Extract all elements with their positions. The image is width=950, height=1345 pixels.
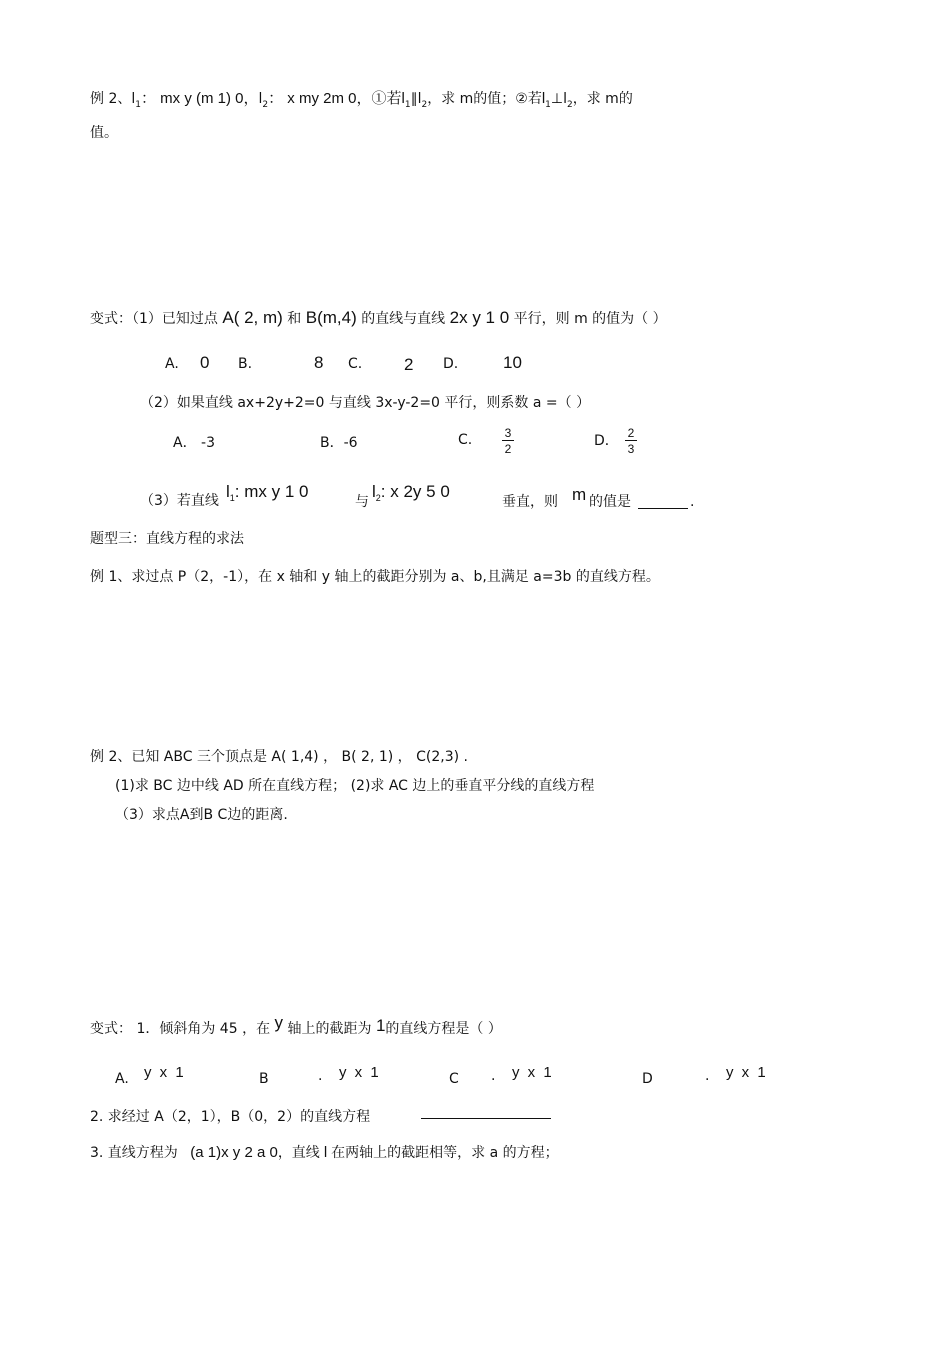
variant4-question2: 2. 求经过 A（2，1），B（0，2）的直线方程 (90, 1109, 371, 1125)
variant1-option-d-label: D. (443, 356, 459, 372)
variant1-option-d-value: 10 (503, 353, 522, 372)
variant4-option-c-label: C (449, 1071, 459, 1087)
variant4-option-d-equation: y x 1 (726, 1064, 766, 1081)
variant4-question3: 3. 直线方程为 (a 1)x y 2 a 0，直线 l 在两轴上的截距相等，求 a 的方程； (90, 1144, 559, 1161)
variant4-option-a-label: A. (115, 1071, 129, 1087)
variant1-option-a-label: A. (165, 356, 179, 372)
variant2-question: （2）如果直线 ax+2y+2=0 与直线 3x-y-2=0 平行，则系数 a =（ ） (140, 395, 591, 411)
variant4-option-a-equation: y x 1 (144, 1064, 184, 1081)
variant1-option-c-value: 2 (404, 355, 414, 374)
variant4-option-b-label: B (259, 1071, 269, 1087)
variant4-option-d-label: D (642, 1071, 653, 1087)
variant2-option-c-fraction: $\frac{3}{2}$ (502, 426, 514, 457)
variant4-option-b-dot: . (318, 1068, 323, 1084)
variant1-option-b-label: B. (238, 356, 253, 372)
example2-statement: 例 2、$l_1$： mx y (m 1) 0，$l_2$： x my 2m 0，①若$l_1\parallel l_2$，求 m的值；②若$l_1\perp l_2$，求 m的 (90, 90, 633, 110)
variant3-period: . (690, 494, 695, 510)
variant2-option-c-label: C. (458, 432, 473, 448)
type3-example1: 例 1、求过点 P（2，-1），在 x 轴和 y 轴上的截距分别为 a、b,且满足 a=3b 的直线方程。 (90, 569, 660, 585)
type3-example2-question3: （3）求点A到B C边的距离. (115, 807, 288, 823)
variant2-option-d-fraction: $\frac{2}{3}$ (625, 426, 637, 457)
variant2-option-b: B．-6 (320, 435, 358, 451)
variant3-prefix: （3）若直线 (140, 493, 219, 509)
variant4-option-c-equation: y x 1 (512, 1064, 552, 1081)
variant3-line1: $l_1$: mx y 1 0 (226, 482, 309, 503)
variant3-line2: $l_2$: x 2y 5 0 (372, 482, 450, 503)
variant2-option-d-label: D． (594, 433, 619, 449)
variant4-option-b-equation: y x 1 (339, 1064, 379, 1081)
variant4-question2-answer-blank[interactable] (421, 1118, 551, 1119)
variant2-option-a: A． -3 (173, 435, 215, 451)
variant3-answer-blank[interactable] (638, 508, 688, 509)
type3-example2-head: 例 2、已知 ABC 三个顶点是 A( 1,4) ， B( 2, 1) ， C(2,3) . (90, 749, 468, 765)
variant3-tail: 的值是 (589, 494, 631, 510)
section-title-type3: 题型三：直线方程的求法 (90, 531, 244, 547)
type3-example2-questions: (1)求 BC 边中线 AD 所在直线方程； (2)求 AC 边上的垂直平分线的直线方程 (115, 778, 595, 794)
variant1-question: 变式：（1）已知过点 A( 2, m) 和 B(m,4) 的直线与直线 2x y 1 0 平行，则 m 的值为（ ） (90, 308, 667, 327)
variant3-m: m (572, 485, 587, 504)
variant3-with: 与 (355, 494, 369, 510)
variant3-perpendicular: 垂直，则 (502, 494, 558, 510)
variant1-option-a-value: 0 (200, 353, 210, 372)
variant4-option-c-dot: . (491, 1068, 496, 1084)
variant1-option-b-value: 8 (314, 353, 324, 372)
variant1-option-c-label: C. (348, 356, 363, 372)
example2-continuation: 值。 (90, 125, 118, 141)
variant4-question1: 变式： 1．倾斜角为 45 ，在 y 轴上的截距为 1的直线方程是（ ） (90, 1013, 502, 1037)
variant4-option-d-dot: . (705, 1068, 710, 1084)
